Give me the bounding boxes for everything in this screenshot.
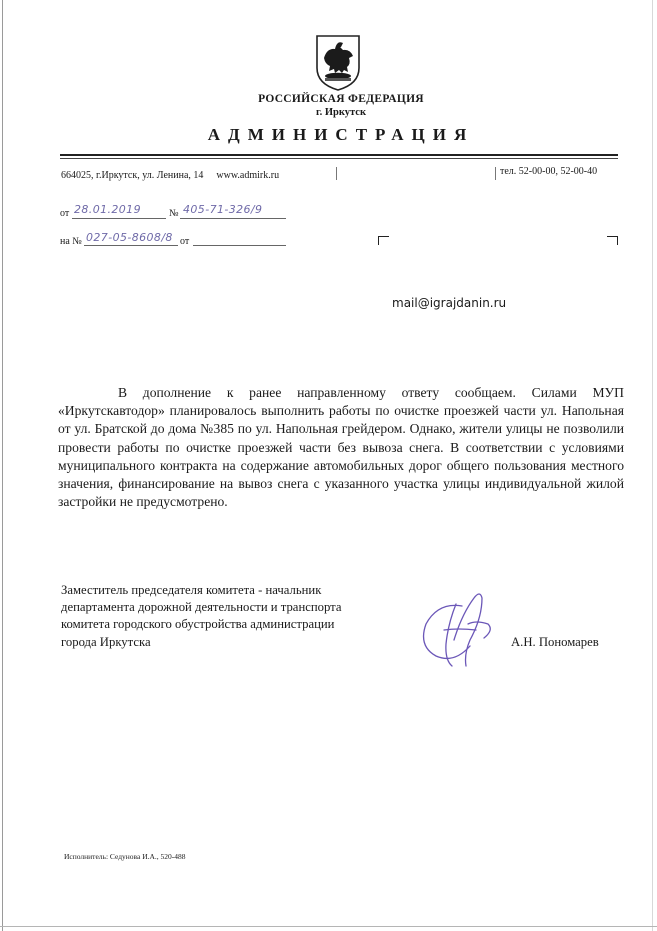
handwritten-signature-icon bbox=[418, 584, 498, 676]
address-corner-right bbox=[607, 236, 618, 245]
signatory-name: А.Н. Пономарев bbox=[511, 635, 599, 649]
signatory-title-line: департамента дорожной деятельности и транспорта bbox=[61, 600, 342, 615]
letter-body bbox=[58, 384, 624, 511]
reply-to-label: на № bbox=[60, 236, 82, 247]
irkutsk-coat-of-arms-icon bbox=[313, 34, 363, 92]
contacts-line bbox=[61, 170, 279, 181]
signatory-title bbox=[61, 582, 342, 651]
incoming-date-label: от bbox=[180, 236, 190, 247]
phone-numbers: тел. 52-00-00, 52-00-40 bbox=[500, 166, 598, 177]
letterhead-rule-thin bbox=[60, 158, 618, 159]
number-underline bbox=[180, 218, 286, 219]
organization-title: АДМИНИСТРАЦИЯ bbox=[207, 125, 475, 144]
signatory-title-line: Заместитель председателя комитета - начальник bbox=[61, 583, 322, 597]
address: 664025, г.Иркутск, ул. Ленина, 14 bbox=[61, 170, 204, 181]
date-underline bbox=[72, 218, 166, 219]
body-paragraph: В дополнение к ранее направленному ответу сообщаем. Силами МУП «Иркутскавтодор» планировалось выполнить работы по очистке проезжей части ул. Напольная от ул. Братской до дома №385 по ул. Напольная грейдером. Однако, жители улицы не позволили провести работы по очистке проезжей части без вывоза снега. В соответствии с условиями муниципального контракта на содержание автомобильных дорог общего пользования местного значения, финансирование на вывоз снега с указанного участка улицы индивидуальной жилой застройки не предусмотрено. bbox=[58, 385, 624, 510]
address-corner-left bbox=[378, 236, 389, 245]
signatory-title-line: комитета городского обустройства администрации bbox=[61, 617, 335, 632]
signatory-title-line: города Иркутска bbox=[61, 634, 151, 649]
executor-info: Исполнитель: Седунова И.А., 520-488 bbox=[64, 852, 186, 861]
recipient-email: mail@igrajdanin.ru bbox=[392, 296, 507, 310]
incoming-number-underline bbox=[84, 245, 178, 246]
city-name: г. Иркутск bbox=[316, 107, 366, 118]
from-date-label: от bbox=[60, 208, 70, 219]
website-link[interactable]: www.admirk.ru bbox=[216, 170, 280, 181]
scan-edge-bottom bbox=[0, 926, 657, 927]
incoming-number: 027-05-8608/8 bbox=[86, 231, 173, 244]
contacts-divider bbox=[495, 167, 496, 180]
incoming-date-underline bbox=[193, 245, 286, 246]
country-name: РОССИЙСКАЯ ФЕДЕРАЦИЯ bbox=[258, 93, 424, 105]
outgoing-number: 405-71-326/9 bbox=[183, 203, 263, 216]
outgoing-number-label: № bbox=[169, 208, 179, 219]
contacts-divider bbox=[336, 167, 337, 180]
outgoing-date: 28.01.2019 bbox=[74, 203, 141, 216]
letterhead-rule bbox=[60, 154, 618, 156]
